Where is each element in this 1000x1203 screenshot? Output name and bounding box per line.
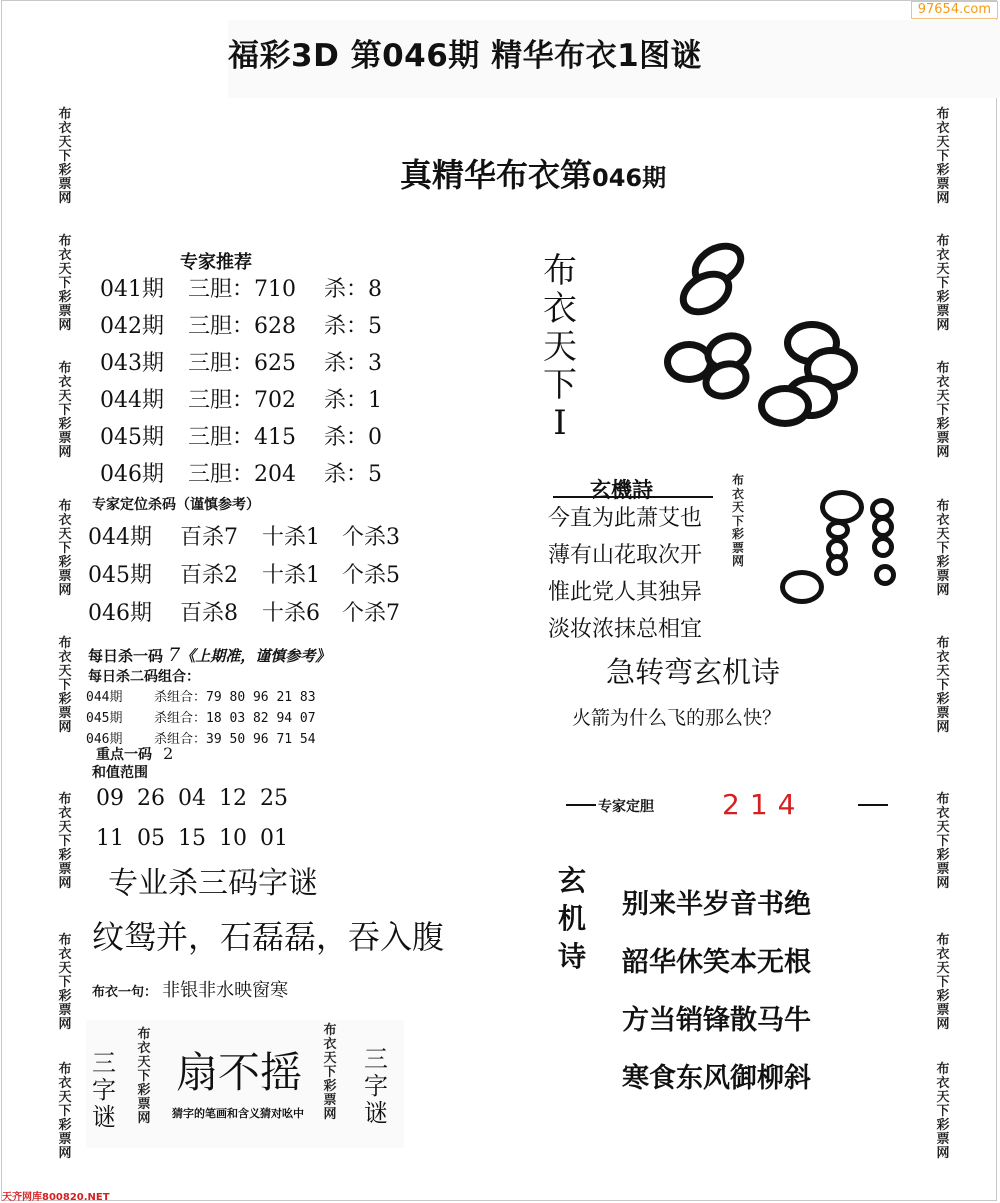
side-label-right-2: 布衣天下彩票网 xyxy=(936,234,950,333)
riddle-title: 专业杀三码字谜 xyxy=(108,866,318,901)
side-label-right-5: 布衣天下彩票网 xyxy=(936,636,950,735)
expert-title: 专家推荐 xyxy=(180,252,252,273)
buyi-line xyxy=(92,976,288,1002)
side-label-left-7: 布衣天下彩票网 xyxy=(58,933,72,1032)
side-label-left-2: 布衣天下彩票网 xyxy=(58,234,72,333)
daily-kill-line xyxy=(88,644,330,666)
digit-picture xyxy=(650,237,860,427)
position-table xyxy=(88,520,400,634)
side-label-right-6: 布衣天下彩票网 xyxy=(936,792,950,891)
dingdan-value: 214 xyxy=(722,788,806,821)
expert-row: 041期 三胆：710 杀：8 xyxy=(100,277,382,302)
fan-riddle: 扇不摇 xyxy=(176,1048,303,1097)
side-label-left-3: 布衣天下彩票网 xyxy=(58,361,72,460)
expert-row: 042期 三胆：628 杀：5 xyxy=(100,314,382,339)
position-row: 044期 百杀7 十杀1 个杀3 xyxy=(88,525,400,550)
xuanji-line: 薄有山花取次开 xyxy=(548,543,703,568)
vertical-title: 布衣天下I xyxy=(543,251,577,443)
position-row: 046期 百杀8 十杀6 个杀7 xyxy=(88,601,400,626)
site-watermark[interactable]: 97654.com xyxy=(911,1,998,19)
dingdan-rule-left xyxy=(566,804,596,806)
side-label-right-7: 布衣天下彩票网 xyxy=(936,933,950,1032)
side-label-left-6: 布衣天下彩票网 xyxy=(58,792,72,891)
buyi-label: 布衣一句： xyxy=(92,985,158,1000)
focus-label: 重点一码 xyxy=(96,747,152,763)
sanzi-right: 三字谜 xyxy=(364,1045,388,1127)
position-title: 专家定位杀码（谨慎参考） xyxy=(92,497,260,513)
fan-note: 猜字的笔画和含义猜对吆中 xyxy=(172,1107,304,1120)
issue-heading-text: 真精华布衣第 xyxy=(400,156,593,194)
side-label-inner-1: 布衣天下彩票网 xyxy=(137,1027,151,1126)
sanzi-left: 三字谜 xyxy=(92,1049,116,1131)
side-label-mid: 布衣天下彩票网 xyxy=(731,473,744,568)
side-label-right-1: 布衣天下彩票网 xyxy=(936,107,950,206)
xuanji-title: 玄機詩 xyxy=(590,477,653,502)
poem-line: 寒食东风御柳斜 xyxy=(622,1063,811,1094)
focus-line xyxy=(96,744,173,764)
buyi-text: 非银非水映窗寒 xyxy=(162,980,289,1001)
side-label-left-8: 布衣天下彩票网 xyxy=(58,1062,72,1161)
focus-value: 2 xyxy=(163,744,174,763)
daily-kill-note: 《上期准，谨慎参考》 xyxy=(180,647,331,665)
expert-row: 046期 三胆：204 杀：5 xyxy=(100,462,382,487)
combo-list xyxy=(86,686,316,749)
issue-heading xyxy=(400,150,666,196)
poem-vertical-title: 玄机诗 xyxy=(557,864,586,973)
side-label-right-8: 布衣天下彩票网 xyxy=(936,1062,950,1161)
xuanji-line: 淡妆浓抹总相宜 xyxy=(548,617,703,642)
jizhuan-title: 急转弯玄机诗 xyxy=(606,655,781,689)
xuanji-line: 惟此党人其独异 xyxy=(548,580,703,605)
issue-heading-number: 046期 xyxy=(592,164,667,192)
poem-line: 方当销锋散马牛 xyxy=(622,1005,811,1036)
poem-line: 别来半岁音书绝 xyxy=(622,889,811,920)
expert-row: 044期 三胆：702 杀：1 xyxy=(100,388,382,413)
expert-table xyxy=(100,272,382,494)
side-label-right-4: 布衣天下彩票网 xyxy=(936,499,950,598)
expert-row: 045期 三胆：415 杀：0 xyxy=(100,425,382,450)
side-label-left-1: 布衣天下彩票网 xyxy=(58,107,72,206)
daily-kill-title: 每日杀一码 xyxy=(88,647,164,665)
poem-line: 韶华休笑本无根 xyxy=(622,947,811,978)
combo-row: 046期 杀组合：39 50 96 71 54 xyxy=(86,732,316,747)
xuanji-divider xyxy=(553,496,713,498)
footer-source: 天齐网库800820.NET xyxy=(2,1192,110,1203)
xuanji-line: 今直为此萧艾也 xyxy=(548,506,703,531)
page-title: 福彩3D 第046期 精华布衣1图谜 xyxy=(228,38,703,74)
sum-label: 和值范围 xyxy=(92,765,148,781)
side-label-left-5: 布衣天下彩票网 xyxy=(58,636,72,735)
xuanji-lines xyxy=(548,500,702,648)
poem-lines xyxy=(622,876,811,1108)
sum-row-1: 09 26 04 12 25 xyxy=(96,786,288,811)
side-label-inner-2: 布衣天下彩票网 xyxy=(323,1023,337,1122)
riddle-text: 纹鸳并，石磊磊，吞入腹 xyxy=(92,918,445,956)
sum-row-2: 11 05 15 10 01 xyxy=(96,826,288,851)
expert-row: 043期 三胆：625 杀：3 xyxy=(100,351,382,376)
combo-title: 每日杀二码组合： xyxy=(88,669,200,685)
position-row: 045期 百杀2 十杀1 个杀5 xyxy=(88,563,400,588)
combo-row: 044期 杀组合：79 80 96 21 83 xyxy=(86,690,316,705)
coin-picture xyxy=(778,486,898,606)
dingdan-label: 专家定胆 xyxy=(598,799,654,815)
jizhuan-question: 火箭为什么飞的那么快？ xyxy=(572,707,782,729)
side-label-right-3: 布衣天下彩票网 xyxy=(936,361,950,460)
side-label-left-4: 布衣天下彩票网 xyxy=(58,499,72,598)
dingdan-rule-right xyxy=(858,804,888,806)
combo-row: 045期 杀组合：18 03 82 94 07 xyxy=(86,711,316,726)
daily-kill-code: 7 xyxy=(168,644,181,666)
